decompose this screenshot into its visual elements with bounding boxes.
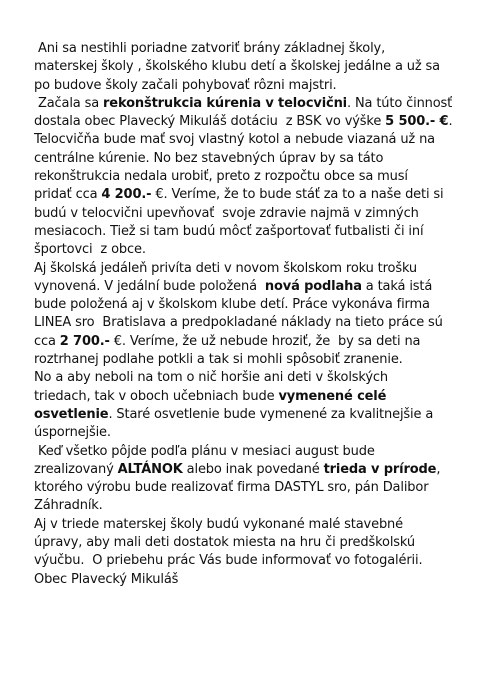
text-line [30, 351, 470, 369]
text-line [30, 296, 470, 314]
bold-text-segment: vymenené celé [278, 388, 387, 404]
text-segment: . Na túto činnosť [347, 95, 453, 111]
text-line [30, 223, 470, 241]
text-segment: materskej školy , školského klubu detí a školskej jedálne a už sa [30, 59, 440, 75]
text-segment: pridať cca [30, 187, 102, 203]
text-line [30, 497, 470, 515]
bold-text-segment: 5 500.- € [385, 114, 449, 130]
text-line [30, 516, 470, 534]
text-line [30, 333, 470, 351]
text-line [30, 131, 470, 149]
text-line [30, 479, 470, 497]
text-segment: . Staré osvetlenie bude vymenené za kvalitnejšie a [108, 406, 434, 422]
text-segment: dostala obec Plavecký Mikuláš dotáciu z BSK vo výške [30, 114, 386, 130]
text-segment: Začala sa [30, 95, 104, 111]
text-line [30, 58, 470, 76]
text-segment: Obec Plavecký Mikuláš [30, 571, 179, 587]
text-line [30, 406, 470, 424]
text-line [30, 314, 470, 332]
bold-text-segment: nová podlaha [264, 278, 362, 294]
text-segment: €. Veríme, že to bude stáť za to a naše deti si [151, 187, 444, 203]
text-segment: športovci z obce. [30, 242, 146, 258]
text-segment: budú v telocvični upevňovať svoje zdravie najmä v zimných [30, 205, 419, 221]
text-line [30, 95, 470, 113]
text-segment: po budove školy začali pohybovať rôzni majstri. [30, 77, 337, 93]
text-segment: roztrhanej podlahe potkli a tak si mohli spôsobiť zranenie. [30, 352, 403, 368]
text-line [30, 534, 470, 552]
text-segment: LINEA sro Bratislava a predpokladané náklady na tieto práce sú [30, 315, 443, 331]
text-line [30, 168, 470, 186]
bold-text-segment: ALTÁNOK [117, 461, 183, 477]
text-segment: Telocvičňa bude mať svoj vlastný kotol a nebude viazaná už na [30, 132, 435, 148]
text-line [30, 424, 470, 442]
text-segment: Keď všetko pôjde podľa plánu v mesiaci august bude [30, 443, 375, 459]
text-segment: rekonštrukcia nedala urobiť, preto z rozpočtu obce sa musí [30, 169, 408, 185]
text-segment: cca [30, 333, 60, 349]
text-segment: Záhradník. [30, 498, 103, 514]
text-line [30, 40, 470, 58]
text-segment: , [436, 461, 441, 477]
text-segment: úspornejšie. [30, 425, 111, 441]
text-segment: bude položená aj v školskom klube detí. Práce vykonáva firma [30, 297, 430, 313]
text-line [30, 571, 470, 589]
text-segment: No a aby neboli na tom o nič horšie ani deti v školských [30, 370, 388, 386]
bold-text-segment: osvetlenie [33, 406, 109, 422]
text-segment: €. Veríme, že už nebude hroziť, že by sa deti na [109, 333, 421, 349]
text-segment: mesiacoch. Tiež si tam budú môcť zašportovať futbalisti či iní [30, 223, 424, 239]
bold-text-segment: rekonštrukcia kúrenia v telocvični [103, 95, 347, 111]
article-body [30, 40, 470, 589]
text-line [30, 205, 470, 223]
text-line [30, 77, 470, 95]
text-segment: centrálne kúrenie. No bez stavebných úprav by sa táto [30, 150, 384, 166]
text-line [30, 260, 470, 278]
text-line [30, 369, 470, 387]
text-segment: ktorého výrobu bude realizovať firma DASTYL sro, pán Dalibor [30, 480, 429, 496]
bold-text-segment: 4 200.- [101, 187, 152, 203]
text-line [30, 113, 470, 131]
text-line [30, 241, 470, 259]
text-segment: a taká istá [361, 278, 433, 294]
text-segment: Ani sa nestihli poriadne zatvoriť brány základnej školy, [30, 41, 386, 56]
text-segment: Aj školská jedáleň privíta deti v novom školskom roku trošku [30, 260, 418, 276]
text-segment: triedach, tak v oboch učebniach bude [30, 388, 279, 404]
text-line [30, 461, 470, 479]
text-segment: vynovená. V jedální bude položená [30, 278, 265, 294]
text-segment: Aj v triede materskej školy budú vykonané malé stavebné [30, 516, 403, 532]
bold-text-segment: trieda v prírode [323, 461, 437, 477]
text-line [30, 443, 470, 461]
text-segment: zrealizovaný [30, 461, 118, 477]
text-line [30, 552, 470, 570]
text-segment: alebo inak povedané [182, 461, 324, 477]
text-segment: . [448, 114, 453, 130]
text-segment: výučbu. O priebehu prác Vás bude informovať vo fotogalérii. [30, 553, 423, 569]
text-segment: úpravy, aby mali deti dostatok miesta na hru či predškolskú [30, 535, 415, 551]
text-line [30, 278, 470, 296]
text-line [30, 388, 470, 406]
text-line [30, 150, 470, 168]
bold-text-segment: 2 700.- [59, 333, 110, 349]
text-line [30, 186, 470, 204]
